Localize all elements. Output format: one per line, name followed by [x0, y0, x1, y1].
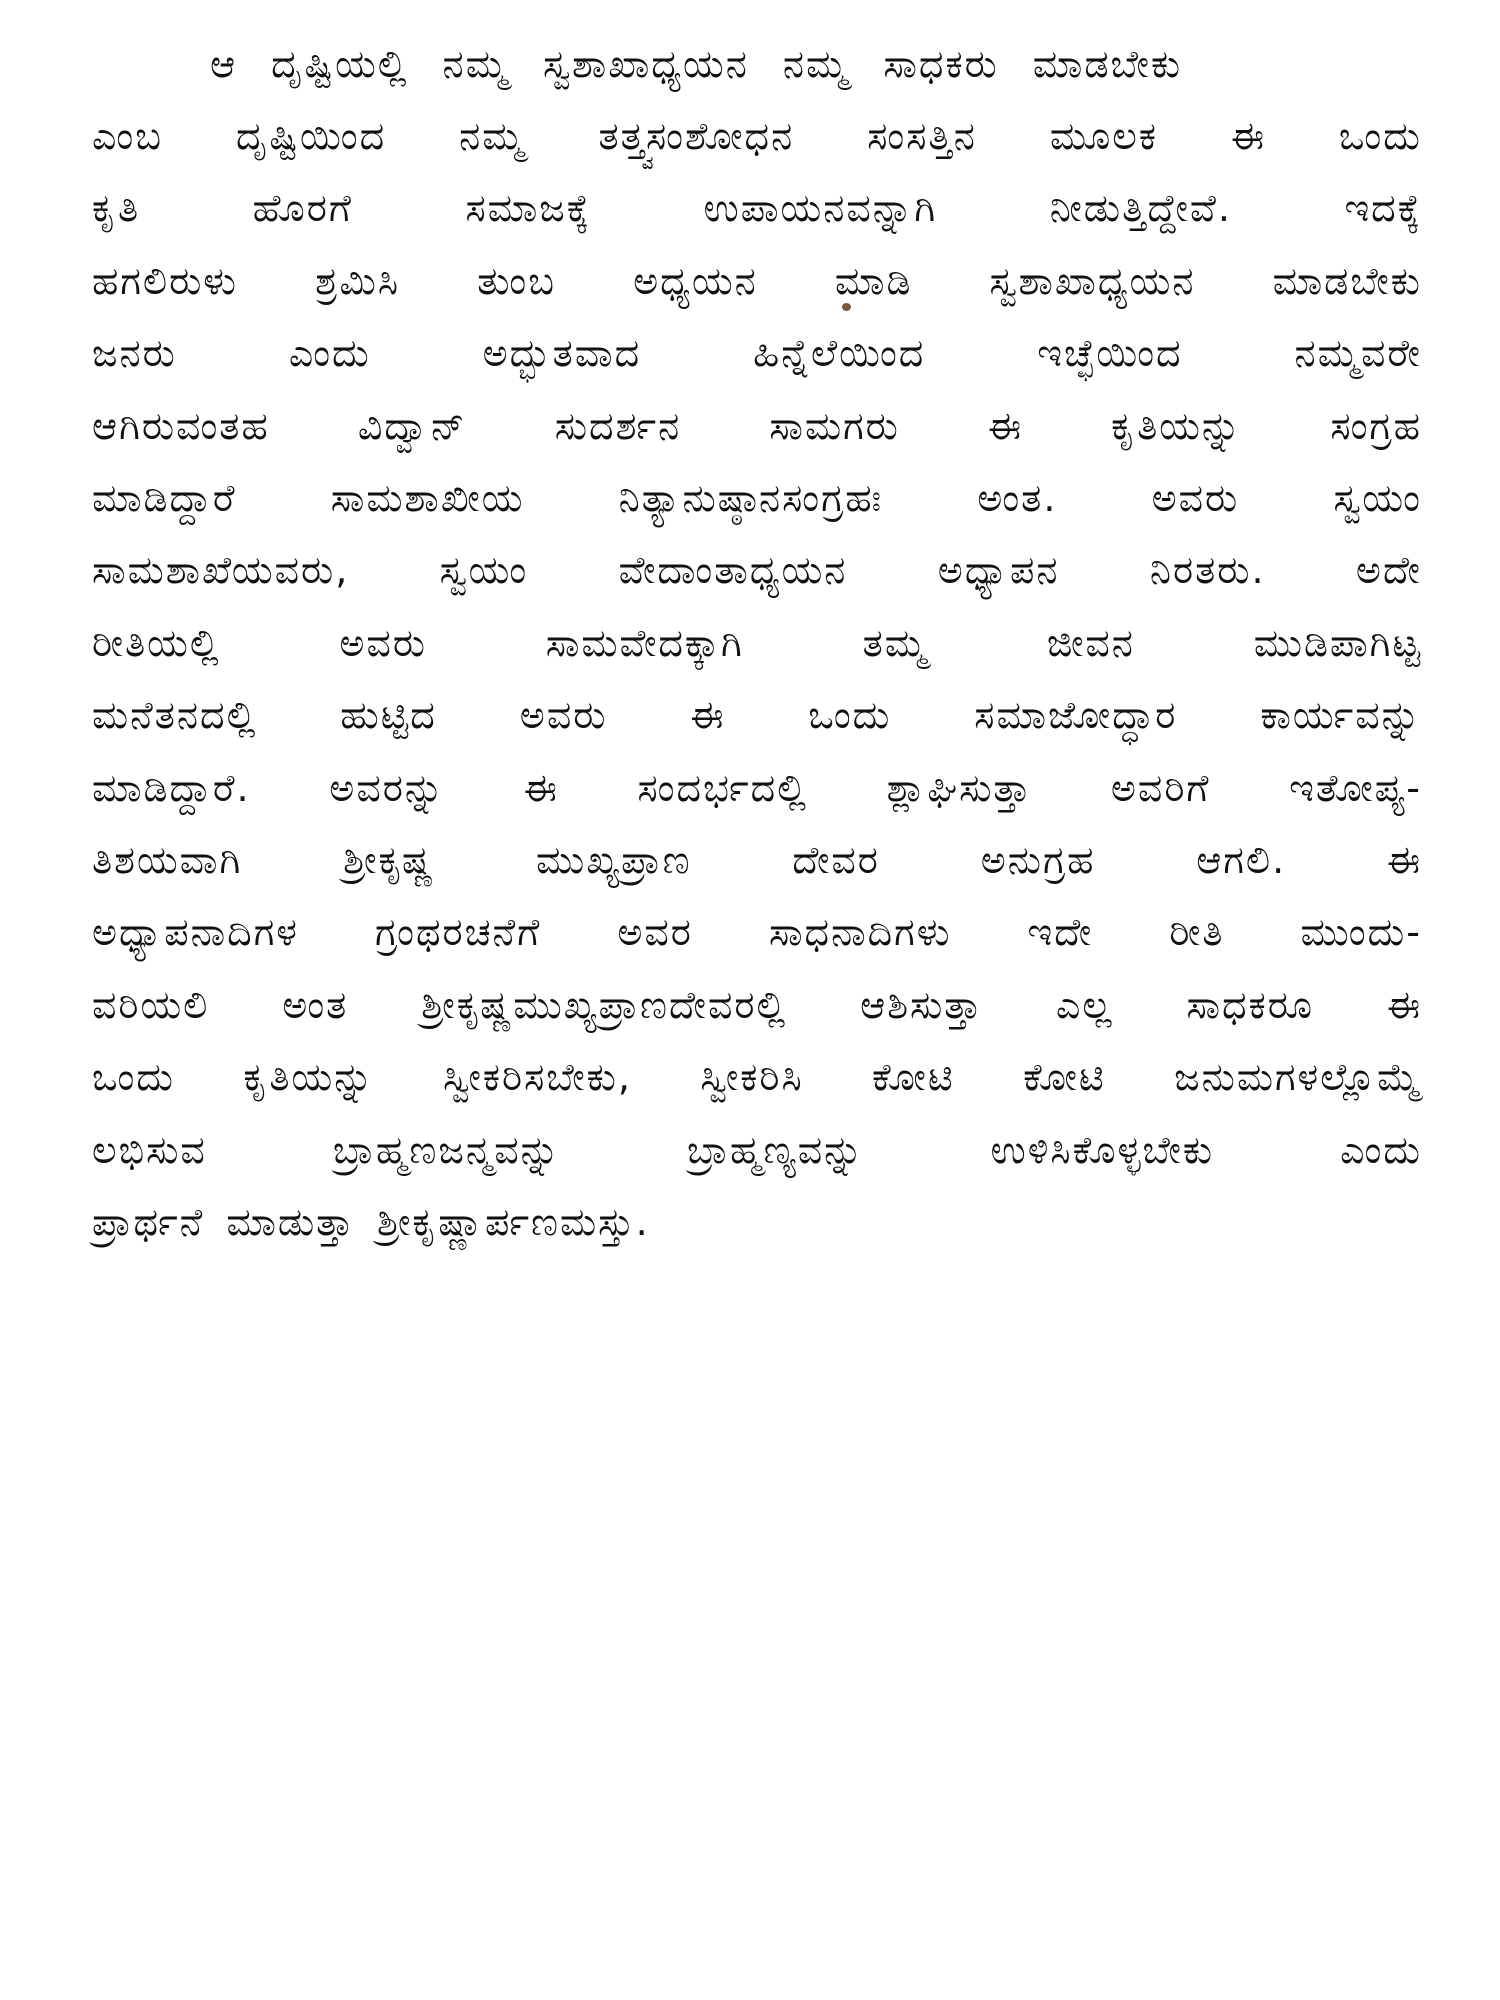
- ink-speck: [842, 303, 851, 311]
- word: ಸಾಧನಾದಿಗಳು: [768, 910, 952, 955]
- word: ಕಾರ್ಯವನ್ನು: [1260, 693, 1422, 738]
- word: ಸ್ವಯಂ: [439, 548, 529, 593]
- word: ಸಮಾಜೋದ್ಧಾರ: [974, 693, 1178, 738]
- word: ಸಂದರ್ಭದಲ್ಲಿ: [637, 765, 808, 810]
- word: ಅನುಗ್ರಹ: [980, 837, 1096, 882]
- word: ಈ: [1386, 982, 1422, 1027]
- word: ಅವರು: [1151, 476, 1240, 521]
- word: ತತ್ತ್ವಸಂಶೋಧನ: [598, 114, 795, 159]
- word: ಅಧ್ಯಾಪನಾದಿಗಳ: [92, 910, 299, 955]
- word: ಒಂದು: [92, 1055, 176, 1100]
- word: ತಮ್ಮ: [862, 620, 929, 665]
- text-line: [92, 607, 1422, 679]
- text-line: [92, 1186, 1422, 1258]
- word: ಆಶಿಸುತ್ತಾ: [860, 982, 984, 1027]
- word: ಮಾಡಿದ್ದಾರೆ: [92, 476, 237, 521]
- word: ಸಂಸತ್ತಿನ: [867, 114, 977, 159]
- word: ಮಾಡಬೇಕು: [1032, 41, 1183, 86]
- word: ತುಂಬ: [477, 258, 556, 303]
- word: ಶ್ರೀಕೃಷ್ಣಾರ್ಪಣಮಸ್ತು.: [376, 1199, 650, 1244]
- text-line: [92, 390, 1422, 462]
- word: ಕೃತಿಯನ್ನು: [1111, 403, 1243, 448]
- word: ಸಾಮಶಾಖೆಯವರು,: [92, 548, 350, 593]
- word: ಎಲ್ಲ: [1056, 982, 1114, 1027]
- text-line: [92, 28, 1422, 100]
- word: ಹಗಲಿರುಳು: [92, 258, 239, 303]
- word: ದೃಷ್ಟಿಯಿಂದ: [235, 114, 387, 159]
- word: ಸ್ವಶಾಖಾಧ್ಯಯನ: [989, 258, 1196, 303]
- word: ಮಾಡಿದ್ದಾರೆ.: [92, 765, 251, 810]
- word: ವೇದಾಂತಾಧ್ಯಯನ: [618, 548, 848, 593]
- word: ನಿರತರು.: [1149, 548, 1266, 593]
- word: ಸ್ವೀಕರಿಸಿ: [700, 1055, 804, 1100]
- word: ಆಗಲಿ.: [1196, 837, 1287, 882]
- text-line: [92, 680, 1422, 752]
- word: ರೀತಿಯಲ್ಲಿ: [92, 620, 221, 665]
- word: ಅವರಿಗೆ: [1110, 765, 1211, 810]
- word: ಅಂತ: [282, 982, 349, 1027]
- word: ಒಂದು: [808, 693, 892, 738]
- word: ಪ್ರಾರ್ಥನೆ: [92, 1199, 205, 1244]
- word: ಬ್ರಾಹ್ಮಣಜನ್ಮವನ್ನು: [332, 1127, 561, 1172]
- word: ಹೊರಗೆ: [252, 186, 353, 231]
- word: ಸಂಗ್ರಹ: [1330, 403, 1422, 448]
- text-line: [92, 824, 1422, 896]
- word: ನೀಡುತ್ತಿದ್ದೇವೆ.: [1049, 186, 1232, 231]
- text-line: [92, 897, 1422, 969]
- word: ಅಂತ.: [977, 476, 1058, 521]
- word: ಶ್ರೀಕೃಷ್ಣ: [343, 837, 436, 882]
- word: ಅದ್ಭುತವಾದ: [482, 331, 642, 376]
- word: ಇತೋಪ್ಯ-: [1289, 765, 1422, 810]
- word: ಆ: [210, 41, 238, 86]
- word: ಲಭಿಸುವ: [92, 1127, 207, 1172]
- word: ಇದೇ: [1027, 910, 1094, 955]
- word: ಈ: [987, 403, 1023, 448]
- word: ಎಂದು: [288, 331, 371, 376]
- word: ಮಾಡಿ: [834, 258, 913, 303]
- word: ಸ್ವೀಕರಿಸಬೇಕು,: [443, 1055, 632, 1100]
- word: ಅಧ್ಯಯನ: [633, 258, 758, 303]
- word: ಅವರು: [339, 620, 427, 665]
- word: ಸುದರ್ಶನ: [554, 403, 682, 448]
- word: ಕೃತಿಯನ್ನು: [243, 1055, 375, 1100]
- word: ಮಾಡುತ್ತಾ: [226, 1199, 355, 1244]
- word: ಉಳಿಸಿಕೊಳ್ಳಬೇಕು: [990, 1127, 1215, 1172]
- word: ಮಾಡಬೇಕು: [1272, 258, 1422, 303]
- word: ಸಾಮವೇದಕ್ಕಾಗಿ: [545, 620, 744, 665]
- word: ಶ್ರಮಿಸಿ: [315, 258, 401, 303]
- word: ಅವರ: [617, 910, 693, 955]
- word: ಅದೇ: [1355, 548, 1422, 593]
- word: ಜನರು: [92, 331, 177, 376]
- text-line: [92, 173, 1422, 245]
- word: ಸಮಾಜಕ್ಕೆ: [465, 186, 591, 231]
- word: ಈ: [1386, 837, 1422, 882]
- word: ಶ್ರೀಕೃಷ್ಣಮುಖ್ಯಪ್ರಾಣದೇವರಲ್ಲಿ: [421, 982, 788, 1027]
- word: ಶ್ಲಾಘಿಸುತ್ತಾ: [886, 765, 1033, 810]
- text-line: [92, 752, 1422, 824]
- word: ಅಧ್ಯಾಪನ: [937, 548, 1060, 593]
- text-line: [92, 245, 1422, 317]
- word: ಜನುಮಗಳಲ್ಲೊಮ್ಮೆ: [1174, 1055, 1422, 1100]
- word: ಈ: [523, 765, 559, 810]
- word: ಬ್ರಾಹ್ಮಣ್ಯವನ್ನು: [686, 1127, 865, 1172]
- word: ಕೋಟಿ: [1023, 1055, 1106, 1100]
- paragraph: [92, 28, 1422, 1259]
- word: ಮುಡಿಪಾಗಿಟ್ಟ: [1253, 620, 1422, 665]
- word: ಈ: [690, 693, 726, 738]
- word: ಕೃತಿ: [92, 186, 141, 231]
- word: ವರಿಯಲಿ: [92, 982, 210, 1027]
- word: ಮನೆತನದಲ್ಲಿ: [92, 693, 258, 738]
- text-line: [92, 1114, 1422, 1186]
- text-line: [92, 535, 1422, 607]
- word: ಕೋಟಿ: [872, 1055, 955, 1100]
- word: ಹುಟ್ಟಿದ: [340, 693, 437, 738]
- word: ವಿದ್ವಾನ್: [357, 403, 467, 448]
- text-line: [92, 1041, 1422, 1113]
- word: ನಿತ್ಯಾನುಷ್ಠಾನಸಂಗ್ರಹಃ: [618, 476, 884, 521]
- word: ಜೀವನ: [1046, 620, 1135, 665]
- word: ಎಂದು: [1340, 1127, 1422, 1172]
- text-line: [92, 318, 1422, 390]
- word: ಮುಂದು-: [1300, 910, 1422, 955]
- word: ಎಂಬ: [92, 114, 163, 159]
- word: ನಮ್ಮ: [442, 41, 509, 86]
- word: ಉಪಾಯನವನ್ನಾಗಿ: [703, 186, 938, 231]
- word: ಮೂಲಕ: [1049, 114, 1158, 159]
- word: ರೀತಿ: [1169, 910, 1225, 955]
- word: ಸ್ವಯಂ: [1333, 476, 1422, 521]
- word: ಇಚ್ಛೆಯಿಂದ: [1037, 331, 1183, 376]
- text-line: [92, 100, 1422, 172]
- word: ನಮ್ಮ: [782, 41, 850, 86]
- text-line: [92, 969, 1422, 1041]
- word: ಸ್ವಶಾಖಾಧ್ಯಯನ: [542, 41, 749, 86]
- word: ಇದಕ್ಕೆ: [1344, 186, 1422, 231]
- word: ಅವರು: [519, 693, 608, 738]
- word: ಅವರನ್ನು: [329, 765, 446, 810]
- word: ಸಾಮಗರು: [769, 403, 900, 448]
- word: ಒಂದು: [1338, 114, 1422, 159]
- word: ಆಗಿರುವಂತಹ: [92, 403, 270, 448]
- word: ಸಾಧಕರು: [883, 41, 999, 86]
- word: ನಮ್ಮ: [459, 114, 526, 159]
- word: ನಮ್ಮವರೇ: [1294, 331, 1422, 376]
- word: ದೇವರ: [792, 837, 880, 882]
- word: ದೃಷ್ಟಿಯಲ್ಲಿ: [271, 41, 409, 86]
- word: ತಿಶಯವಾಗಿ: [92, 837, 243, 882]
- word: ಮುಖ್ಯಪ್ರಾಣ: [536, 837, 692, 882]
- word: ಸಾಮಶಾಖೀಯ: [330, 476, 525, 521]
- text-line: [92, 462, 1422, 534]
- word: ಗ್ರಂಥರಚನೆಗೆ: [374, 910, 542, 955]
- word: ಈ: [1230, 114, 1266, 159]
- word: ಹಿನ್ನೆಲೆಯಿಂದ: [753, 331, 926, 376]
- word: ಸಾಧಕರೂ: [1186, 982, 1315, 1027]
